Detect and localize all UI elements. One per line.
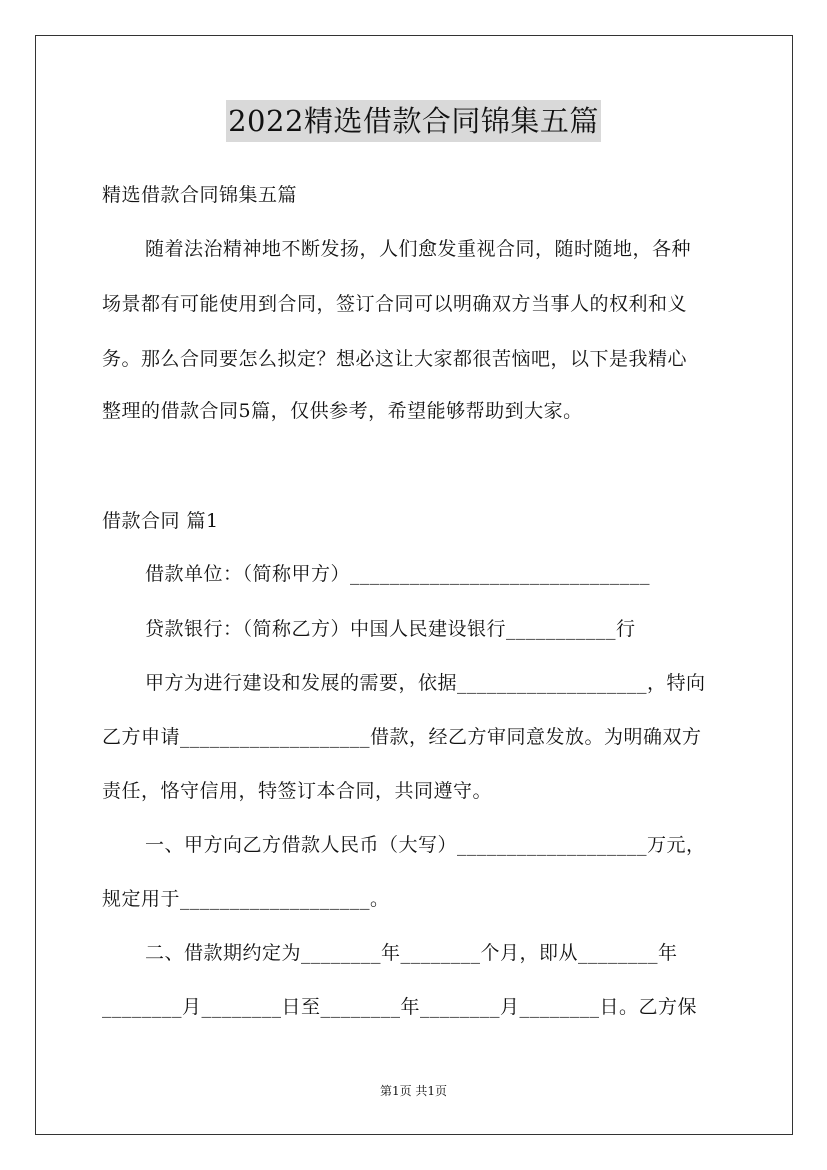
body-line-6: 一、甲方向乙方借款人民币（大写）___________________万元， — [145, 834, 706, 856]
body-line-9: ________月________日至________年________月________日。乙方保 — [102, 996, 698, 1018]
document-title: 2022精选借款合同锦集五篇 — [226, 100, 601, 142]
intro-line-2: 场景都有可能使用到合同，签订合同可以明确双方当事人的权利和义 — [102, 293, 688, 315]
section-heading: 借款合同 篇1 — [102, 510, 219, 532]
intro-line-4: 整理的借款合同5篇，仅供参考，希望能够帮助到大家。 — [102, 400, 583, 422]
body-line-3: 甲方为进行建设和发展的需要，依据___________________，特向 — [145, 672, 706, 694]
page-footer: 第1页 共1页 — [379, 1084, 448, 1098]
body-line-8: 二、借款期约定为________年________个月，即从________年 — [145, 942, 678, 964]
intro-line-1: 随着法治精神地不断发扬，人们愈发重视合同，随时随地，各种 — [145, 238, 692, 260]
title-area — [0, 100, 827, 142]
body-line-2: 贷款银行：（简称乙方）中国人民建设银行___________行 — [145, 618, 636, 640]
body-line-5: 责任，恪守信用，特签订本合同，共同遵守。 — [102, 780, 493, 802]
body-line-7: 规定用于___________________。 — [102, 888, 390, 910]
intro-line-3: 务。那么合同要怎么拟定？想必这让大家都很苦恼吧，以下是我精心 — [102, 348, 688, 370]
body-line-4: 乙方申请___________________借款，经乙方审同意发放。为明确双方 — [102, 726, 702, 748]
document-subtitle: 精选借款合同锦集五篇 — [102, 184, 298, 206]
body-line-1: 借款单位：（简称甲方）______________________________ — [145, 563, 651, 585]
